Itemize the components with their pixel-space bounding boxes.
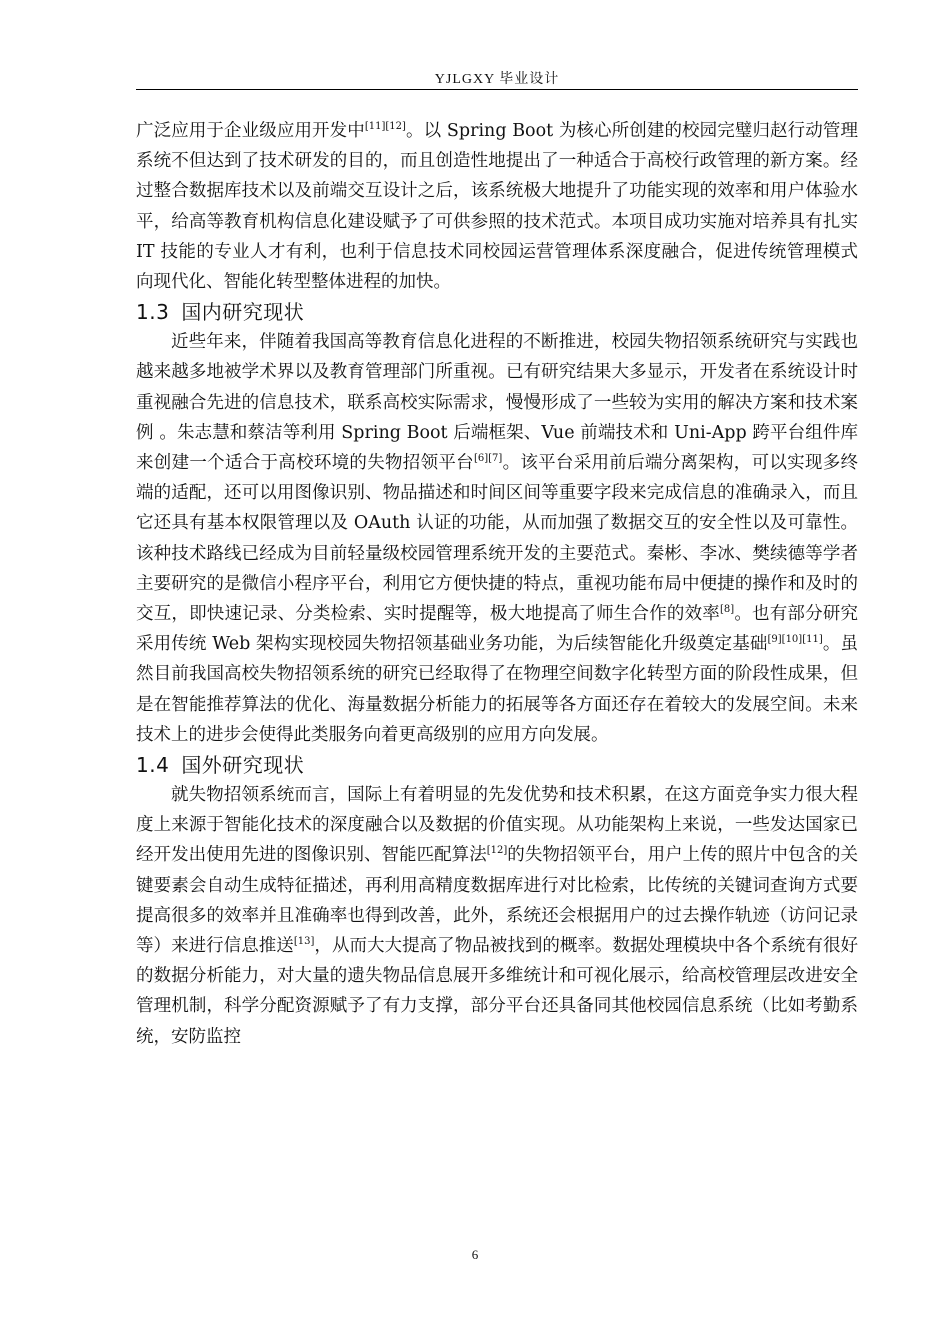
page-number: 6 [471, 1247, 479, 1262]
paragraph-domestic-research [136, 327, 858, 750]
paragraph-text: 。虽然目前我国高校失物招领系统的研究已经取得了在物理空间数字化转型方面的阶段性成果，但是在智能推荐算法的优化、海量数据分析能力的拓展等各方面还存在着较大的发展空间。未来技术上的进步会使得此类服务向着更高级别的应用方向发展。 [136, 634, 859, 745]
paragraph-text: 近些年来，伴随着我国高等教育信息化进程的不断推进，校园失物招领系统研究与实践也越来越多地被学术界以及教育管理部门所重视。已有研究结果大多显示，开发者在系统设计时重视融合先进的信息技术，联系高校实际需求，慢慢形成了一些较为实用的解决方案和技术案例 。朱志慧和蔡洁等利用 Spring Boot 后端框架、Vue 前端技术和 Uni-App 跨平台组件库来创建一个适合于高校环境的失物招领平台 [136, 332, 858, 474]
paragraph-text: 。以 Spring Boot 为核心所创建的校园完璧归赵行动管理系统不但达到了技术研发的目的，而且创造性地提出了一种适合于高校行政管理的新方案。经过整合数据库技术以及前端交互设计之后，该系统极大地提升了功能实现的效率和用户体验水平，给高等教育机构信息化建设赋予了可供参照的技术范式。本项目成功实施对培养具有扎实 IT 技能的专业人才有利，也利于信息技术同校园运营管理体系深度融合，促进传统管理模式向现代化、智能化转型整体进程的加快。 [136, 121, 858, 293]
section-number: 1.4 [136, 753, 170, 778]
citation: [12] [486, 845, 508, 857]
section-title: 国内研究现状 [181, 300, 305, 325]
paragraph-foreign-research [136, 780, 858, 1052]
paragraph-text: 就失物招领系统而言，国际上有着明显的先发优势和技术积累，在这方面竞争实力很大程度上来源于智能化技术的深度融合以及数据的价值实现。从功能架构上来说，一些发达国家已经开发出使用先进的图像识别、智能匹配算法 [136, 785, 858, 866]
citation: [6][7] [473, 453, 503, 465]
section-title: 国外研究现状 [181, 753, 305, 778]
page-body [136, 116, 858, 1052]
paragraph-text: ，从而大大提高了物品被找到的概率。数据处理模块中各个系统有很好的数据分析能力，对大量的遗失物品信息展开多维统计和可视化展示，给高校管理层改进安全管理机制，科学分配资源赋予了有力支撑，部分平台还具备同其他校园信息系统（比如考勤系统，安防监控 [136, 936, 859, 1047]
page-header: YJLGXY 毕业设计 [434, 72, 560, 87]
citation: [9][10][11] [767, 634, 823, 646]
section-number: 1.3 [136, 300, 170, 325]
paragraph-text: 。该平台采用前后端分离架构，可以实现多终端的适配，还可以用图像识别、物品描述和时间区间等重要字段来完成信息的准确录入，而且它还具有基本权限管理以及 OAuth 认证的功能，从而加强了数据交互的安全性以及可靠性。该种技术路线已经成为目前轻量级校园管理系统开发的主要范式。秦彬、李冰、樊续德等学者主要研究的是微信小程序平台，利用它方便快捷的特点，重视功能布局中便捷的操作和及时的交互，即快速记录、分类检索、实时提醒等，极大地提高了师生合作的效率 [136, 453, 859, 625]
section-heading-1-4 [136, 750, 858, 780]
paragraph-intro-continued [136, 116, 858, 297]
paragraph-text: 的失物招领平台，用户上传的照片中包含的关键要素会自动生成特征描述，再利用高精度数据库进行对比检索，比传统的关键词查询方式要提高很多的效率并且准确率也得到改善，此外，系统还会根据用户的过去操作轨迹（访问记录等）来进行信息推送 [136, 845, 858, 957]
citation: [13] [293, 936, 315, 948]
header-rule [136, 89, 858, 90]
paragraph-text: 广泛应用于企业级应用开发中 [136, 121, 365, 141]
section-heading-1-3 [136, 297, 858, 327]
citation: [8] [719, 604, 735, 616]
paragraph-text: 。也有部分研究采用传统 Web 架构实现校园失物招领基础业务功能，为后续智能化升级奠定基础 [136, 604, 859, 655]
citation: [11][12] [364, 121, 406, 132]
